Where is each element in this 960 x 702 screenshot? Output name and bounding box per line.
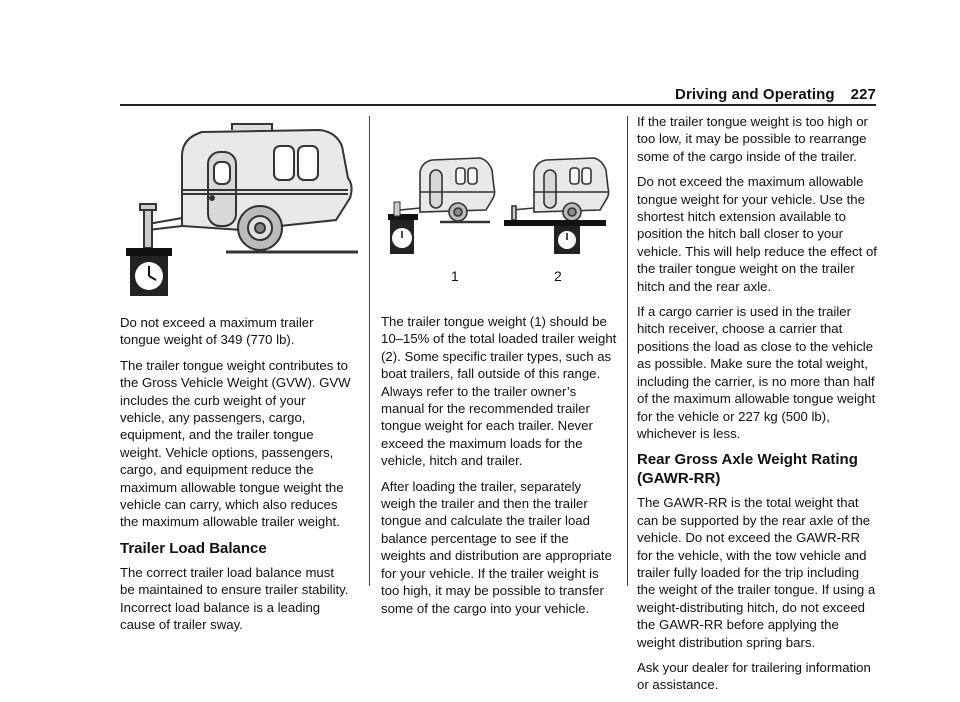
paragraph: The trailer tongue weight contributes to the Gross Vehicle Weight (GVW). GVW includes the curb weight of your vehicle, any passengers, cargo, equipment, and the trailer tongue weight. Vehicle options, passengers, cargo, and equipment reduce the maximum allowable tongue weight the vehicle can carry, which also reduces the maximum allowable trailer weight. [120, 357, 351, 530]
paragraph: Do not exceed a maximum trailer tongue weight of 349 (770 lb). [120, 315, 314, 348]
paragraph: The trailer tongue weight (1) should be 10–15% of the total loaded trailer weight (2). Some specific trailer types, such as boat trailers, fall outside of this range. Always refer to the trailer owner’s manual for the recommended trailer tongue weight for each trailer. Never exceed the maximum loads for the vehicle, hitch and trailer. [381, 314, 617, 469]
paragraph: Do not exceed the maximum allowable tongue weight for your vehicle. Use the shortest hitch extension available to position the hitch ball closer to your vehicle. This will help reduce the effect of the trailer tongue weight on the trailer hitch and the rear axle. [637, 174, 877, 294]
column-divider [369, 116, 370, 586]
paragraph: Ask your dealer for trailering information or assistance. [637, 659, 871, 693]
paragraph: The GAWR-RR is the total weight that can be supported by the rear axle of the vehicle. Do not exceed the GAWR-RR for the vehicle, with the tow vehicle and trailer fully loaded for the trip including the weight of the trailer tongue. If using a weight-distributing hitch, do not exceed the GAWR-RR before applying the weight distribution spring bars. [637, 495, 876, 650]
paragraph: The correct trailer load balance must be maintained to ensure trailer stability. Incorrect load balance is a leading cause of trailer sway. [120, 564, 349, 633]
paragraph: If a cargo carrier is used in the trailer hitch receiver, choose a carrier that positions the load as close to the vehicle as possible. Make sure the total weight, including the carrier, is no more than half of the maximum allowable tongue weight for the vehicle or 227 kg (500 lb), whichever is less. [637, 304, 876, 441]
trailer-load-balance-illustration [386, 152, 612, 256]
page-number: 227 [850, 86, 876, 103]
column-2 [381, 313, 617, 625]
header-rule [120, 104, 876, 106]
section-heading: Trailer Load Balance [120, 539, 267, 557]
trailer-tongue-scale-illustration [122, 118, 358, 300]
column-1 [120, 314, 352, 642]
figure-label-2: 2 [554, 268, 562, 284]
column-divider [627, 116, 628, 586]
page-header [675, 86, 876, 103]
section-heading: Rear Gross Axle Weight Rating (GAWR-RR) [637, 451, 858, 488]
column-3 [637, 113, 879, 702]
paragraph: After loading the trailer, separately weigh the trailer and then the trailer tongue and calculate the trailer load balance percentage to see if the weights and distribution are appropriate for your vehicle. If the trailer weight is too high, it may be possible to transfer some of the cargo into your vehicle. [381, 478, 612, 616]
section-title: Driving and Operating [675, 86, 835, 103]
figure-label-1: 1 [451, 268, 459, 284]
paragraph: If the trailer tongue weight is too high or too low, it may be possible to rearrange some of the cargo inside of the trailer. [637, 114, 868, 164]
